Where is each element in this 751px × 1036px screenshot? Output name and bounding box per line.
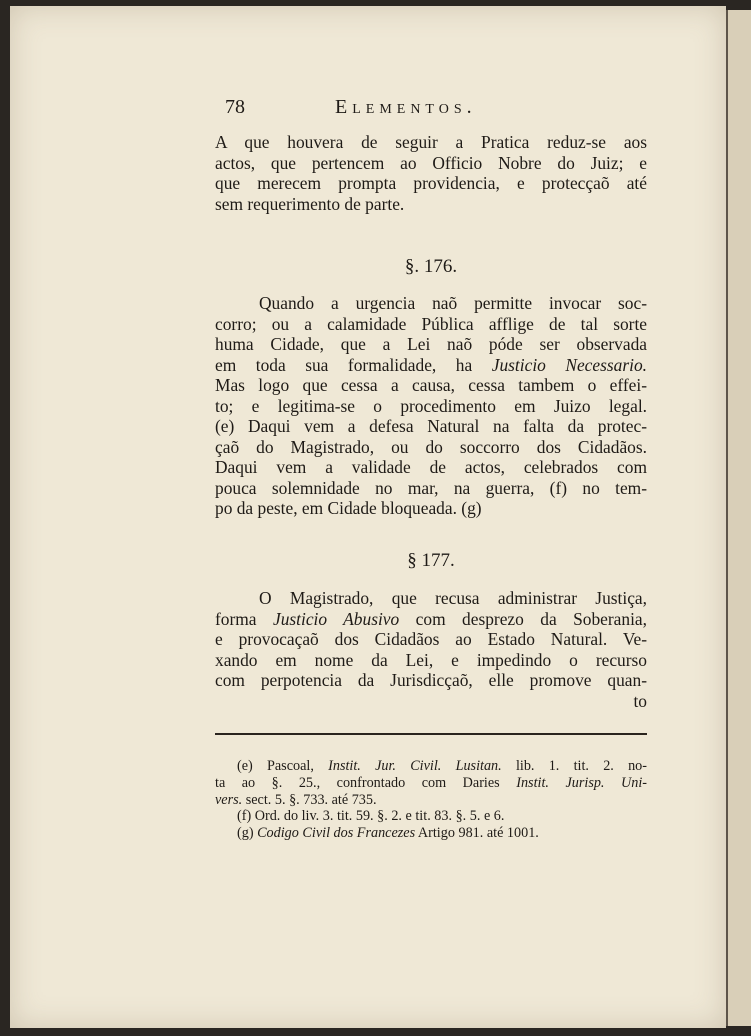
text-line: A que houvera de seguir a Pratica reduz-se aos <box>215 132 647 152</box>
text-line: corro; ou a calamidade Pública afflige de tal sorte <box>215 313 647 334</box>
paragraph-section-177 <box>215 588 647 711</box>
footnote-e-cont: vers. sect. 5. §. 733. até 735. <box>215 791 377 808</box>
text-line: pouca solemnidade no mar, na guerra, (f) no tem- <box>215 477 647 498</box>
running-title: Elementos. <box>335 96 477 118</box>
text-line: huma Cidade, que a Lei naõ póde ser observada <box>215 334 647 354</box>
section-heading-177: § 177. <box>407 550 455 571</box>
running-header <box>215 96 647 124</box>
term-justicio-abusivo: Justicio Abusivo <box>272 608 400 629</box>
text-line: Quando a urgencia naõ permitte invocar soc- <box>259 293 647 313</box>
term-justicio-necessario: Justicio Necessario. <box>491 354 647 375</box>
text-line: que merecem prompta providencia, e protecçaõ até <box>215 173 647 193</box>
text-line: forma Justicio Abusivo com desprezo da Soberania, <box>215 608 647 629</box>
text-line: actos, que pertencem ao Officio Nobre do Juiz; e <box>215 152 647 173</box>
footnote-e: (e) Pascoal, Instit. Jur. Civil. Lusitan. lib. 1. tit. 2. no- <box>237 758 648 774</box>
paragraph-continued <box>215 132 647 214</box>
catchword: to <box>633 690 647 711</box>
text-line: com perpotencia da Jurisdicçaõ, elle promove quan- <box>215 670 647 690</box>
footnotes <box>215 758 647 842</box>
text-line: em toda sua formalidade, ha Justicio Necessario. <box>215 354 647 375</box>
paragraph-section-176 <box>215 293 647 519</box>
footnote-g: (g) Codigo Civil dos Francezes Artigo 981. até 1001. <box>237 825 539 842</box>
text-line: Mas logo que cessa a causa, cessa tambem o effei- <box>215 375 647 395</box>
page-number: 78 <box>225 96 245 118</box>
section-heading-176: §. 176. <box>404 256 458 277</box>
text-line: to; e legitima-se o procedimento em Juizo legal. <box>215 395 647 416</box>
text-line: Daqui vem a validade de actos, celebrados com <box>215 457 647 477</box>
text-line: çaõ do Magistrado, ou do soccorro dos Cidadãos. <box>215 436 647 457</box>
text-line: po da peste, em Cidade bloqueada. (g) <box>215 498 482 518</box>
text-line: e provocaçaõ dos Cidadãos ao Estado Natural. Ve- <box>215 629 647 649</box>
text-line: xando em nome da Lei, e impedindo o recurso <box>215 649 647 670</box>
text-line: sem requerimento de parte. <box>215 193 405 214</box>
text-line: (e) Daqui vem a defesa Natural na falta da protec- <box>215 416 647 436</box>
text-line: O Magistrado, que recusa administrar Justiça, <box>259 588 647 608</box>
footnote-e-cont: ta ao §. 25., confrontado com Daries Instit. Jurisp. Uni- <box>215 774 648 791</box>
footnote-f: (f) Ord. do liv. 3. tit. 59. §. 2. e tit. 83. §. 5. e 6. <box>237 808 505 825</box>
facing-page-edge <box>726 10 751 1026</box>
footnote-rule <box>215 733 647 735</box>
